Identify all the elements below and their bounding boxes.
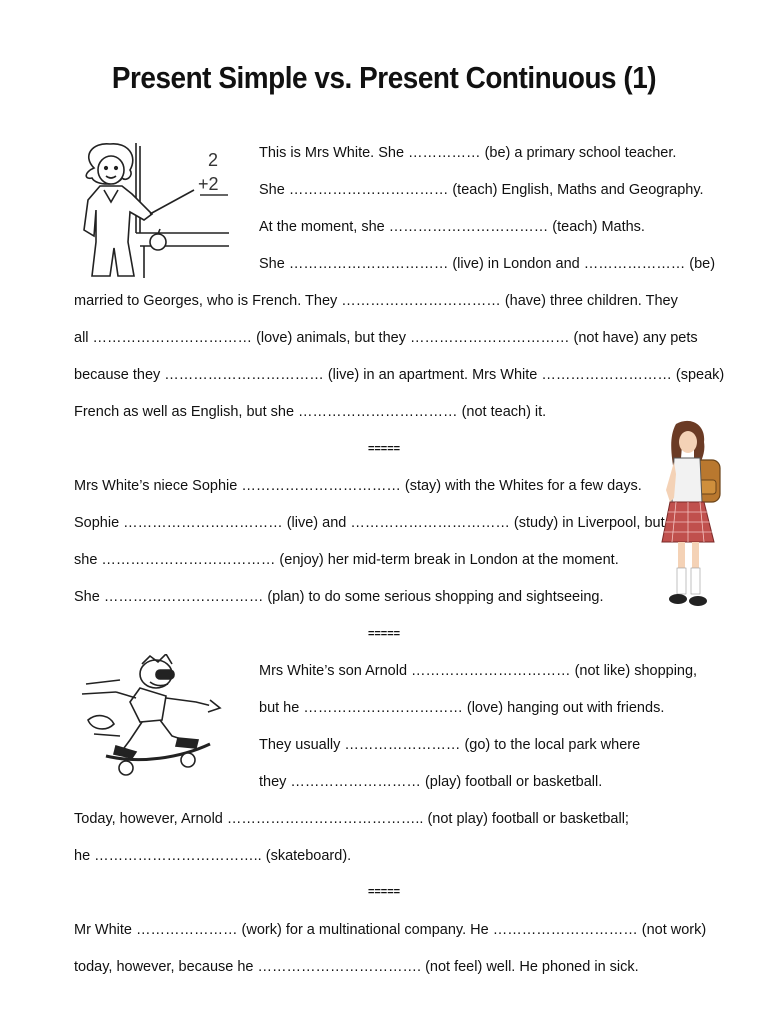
text-line: She …………………………… (live) in London and ………………… (be)	[259, 256, 716, 272]
skateboarder-illustration	[80, 654, 230, 780]
teacher-illustration	[74, 138, 234, 280]
text-line: they ……………………… (play) football or basketball.	[259, 774, 603, 790]
text-line: he …………………………….. (skateboard).	[74, 848, 352, 864]
text-line: because they …………………………… (live) in an apartment. Mrs White ……………………… (speak)	[74, 367, 725, 383]
text-line: Mrs White’s son Arnold …………………………… (not like) shopping,	[259, 663, 698, 679]
section-separator: =====	[367, 886, 401, 898]
text-line: French as well as English, but she …………………………… (not teach) it.	[74, 404, 547, 420]
section-separator: =====	[367, 628, 401, 640]
text-line: today, however, because he ……………………………. (not feel) well. He phoned in sick.	[74, 959, 639, 975]
text-line: Mrs White’s niece Sophie …………………………… (stay) with the Whites for a few days.	[74, 478, 642, 494]
text-line: Sophie …………………………… (live) and …………………………… (study) in Liverpool, but	[74, 515, 665, 531]
text-line: She …………………………… (teach) English, Maths and Geography.	[259, 182, 704, 198]
section-separator: =====	[367, 443, 401, 455]
text-line: At the moment, she …………………………… (teach) Maths.	[259, 219, 645, 235]
text-line: she ……………………………… (enjoy) her mid-term break in London at the moment.	[74, 552, 619, 568]
text-line: all …………………………… (love) animals, but they …………………………… (not have) any pets	[74, 330, 698, 346]
text-line: Mr White ………………… (work) for a multinational company. He ………………………… (not work)	[74, 922, 707, 938]
text-line: She …………………………… (plan) to do some serious shopping and sightseeing.	[74, 589, 604, 605]
text-line: Today, however, Arnold ………………………………….. (not play) football or basketball;	[74, 811, 629, 827]
text-line: This is Mrs White. She …………… (be) a primary school teacher.	[259, 145, 677, 161]
text-line: but he …………………………… (love) hanging out with friends.	[259, 700, 665, 716]
text-line: married to Georges, who is French. They …………………………… (have) three children. They	[74, 293, 678, 309]
worksheet-title: Present Simple vs. Present Continuous (1)	[111, 60, 657, 95]
board-digit-bottom: +2	[198, 174, 219, 194]
text-line: They usually …………………… (go) to the local park where	[259, 737, 641, 753]
board-digit-top: 2	[208, 150, 219, 170]
